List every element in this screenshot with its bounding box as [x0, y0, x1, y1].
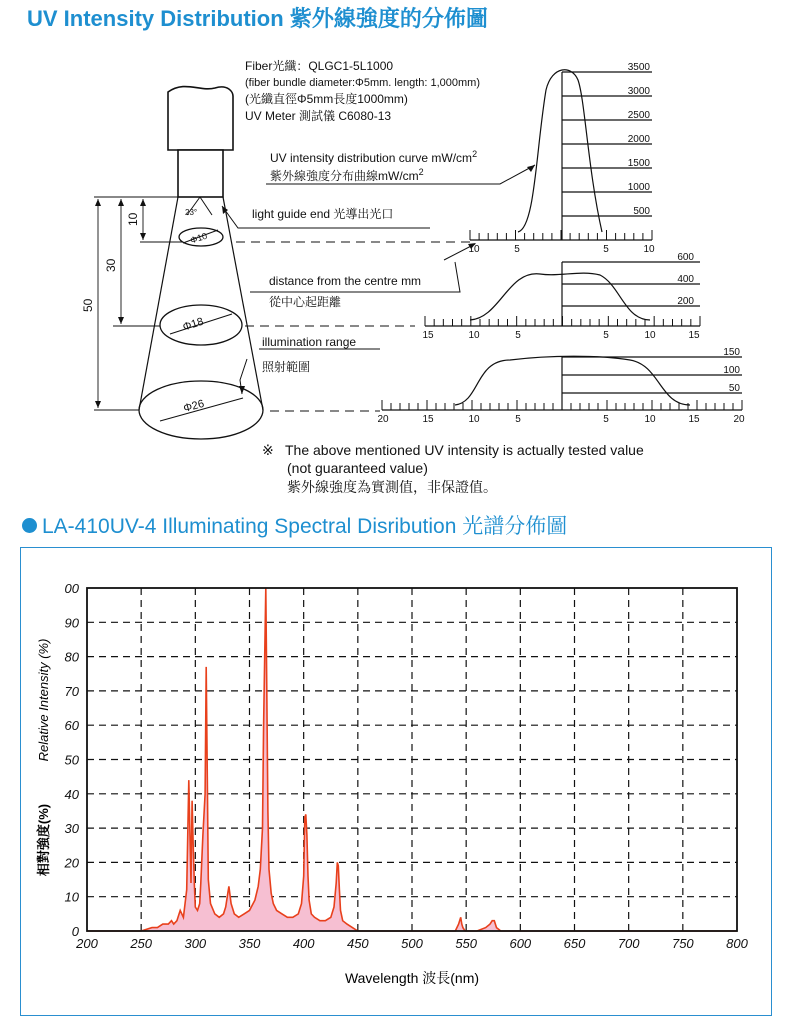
plot3-tick-label: 10 [644, 414, 656, 425]
x-tick-label: 700 [617, 936, 640, 951]
x-tick-label: 350 [238, 936, 261, 951]
plot2-tick-label: 10 [468, 330, 480, 341]
light-guide-label: light guide end 光導出光口 [252, 207, 394, 221]
phi18-label: Φ18 [181, 315, 206, 334]
illum-label-en: illumination range [262, 335, 357, 349]
plot3-tick-label: 5 [515, 414, 521, 425]
y-axis-label-en: Relative Intensity (%) [36, 638, 51, 762]
x-tick-label: 650 [563, 936, 586, 951]
plot3-tick-label: 15 [422, 414, 434, 425]
y-tick-label: 50 [64, 752, 79, 768]
note-line2: (not guaranteed value) [287, 460, 428, 476]
fiber-line2: (fiber bundle diameter:Φ5mm. length: 1,000mm) [245, 77, 480, 89]
y-axis-label-zh: 相對強度(%) [36, 803, 51, 877]
fiber-line4: UV Meter 測試儀 C6080-13 [245, 109, 392, 123]
plot1-level: 2000 [627, 134, 650, 145]
note-mark: ※ [262, 442, 274, 458]
plot2-tick-label: 5 [603, 330, 609, 341]
phi26-label: Φ26 [182, 397, 206, 415]
x-axis-label: Wavelength 波長(nm) [344, 970, 480, 986]
x-tick-label: 750 [671, 936, 694, 951]
plot2-tick-label: 15 [422, 330, 434, 341]
plot3-tick-label: 15 [688, 414, 700, 425]
plot1-tick-label: 10 [643, 244, 655, 255]
plot1-level: 1500 [627, 158, 650, 169]
plot1-level: 1000 [627, 182, 650, 193]
y-tick-label: 60 [64, 718, 79, 734]
plot3-tick-label: 5 [603, 414, 609, 425]
curve-label-zh: 紫外線強度分布曲線$mW/cm^2$ [270, 167, 424, 183]
illum-label-zh: 照射範圍 [262, 360, 311, 374]
angle-label: 23° [185, 208, 198, 217]
y-tick-label: 30 [64, 821, 79, 837]
y-tick-label: 00 [64, 581, 79, 596]
x-tick-label: 450 [346, 936, 369, 951]
distance-label-en: distance from the centre mm [269, 274, 422, 288]
plot2-tick-label: 15 [688, 330, 700, 341]
fiber-line3: (光纖直徑Φ5mm長度1000mm) [245, 92, 408, 106]
y-tick-label: 20 [64, 855, 79, 871]
spectral-title: LA-410UV-4 Illuminating Spectral Disribution 光譜分佈圖 [42, 515, 568, 538]
plot2-level: 600 [677, 252, 694, 263]
plot2-level: 200 [677, 296, 694, 307]
section-title-zh: 紫外線強度的分佈圖 [289, 7, 488, 32]
note-line3: 紫外線強度為實測值，非保證值。 [287, 479, 497, 495]
y-tick-label: 0 [71, 924, 79, 939]
fiber-line1: Fiber光纖：QLGC1-5L1000 [245, 59, 394, 73]
x-tick-label: 550 [455, 936, 478, 951]
plot1-tick-label: 5 [603, 244, 609, 255]
dim-10-label: 10 [126, 212, 140, 226]
y-tick-label: 10 [64, 889, 79, 905]
y-tick-label: 80 [64, 649, 79, 665]
plot3-level: 50 [728, 383, 740, 394]
x-tick-label: 800 [726, 936, 748, 951]
plot2-tick-label: 5 [515, 330, 521, 341]
plot1-level: 500 [633, 206, 650, 217]
distance-label-zh: 從中心起距離 [269, 295, 342, 309]
x-tick-label: 200 [76, 936, 98, 951]
plot1-level: 2500 [627, 110, 650, 121]
x-tick-label: 500 [401, 936, 423, 951]
plot3-level: 150 [723, 347, 740, 358]
plot3-tick-label: 20 [733, 414, 745, 425]
curve-label-en: UV intensity distribution curve $mW/cm^2$ [270, 149, 478, 165]
dim-50-label: 50 [81, 298, 95, 312]
x-tick-label: 400 [292, 936, 315, 951]
plot1-tick-label: 5 [514, 244, 520, 255]
phi10-label: Φ10 [188, 230, 209, 246]
x-tick-label: 600 [509, 936, 532, 951]
dim-30-label: 30 [104, 258, 118, 272]
plot3-tick-label: 20 [377, 414, 389, 425]
note-line1: The above mentioned UV intensity is actually tested value [285, 442, 644, 458]
plot3-tick-label: 10 [468, 414, 480, 425]
plot2-tick-label: 10 [644, 330, 656, 341]
y-tick-label: 40 [64, 786, 79, 802]
plot1-level: 3500 [627, 62, 650, 73]
x-tick-label: 300 [184, 936, 207, 951]
plot3-level: 100 [723, 365, 740, 376]
plot1-level: 3000 [627, 86, 650, 97]
y-tick-label: 90 [64, 615, 79, 631]
plot1-tick-label: 10 [468, 244, 480, 255]
plot2-level: 400 [677, 274, 694, 285]
x-tick-label: 250 [130, 936, 153, 951]
y-tick-label: 70 [64, 683, 79, 699]
section-title-en: UV Intensity Distribution [27, 6, 284, 31]
